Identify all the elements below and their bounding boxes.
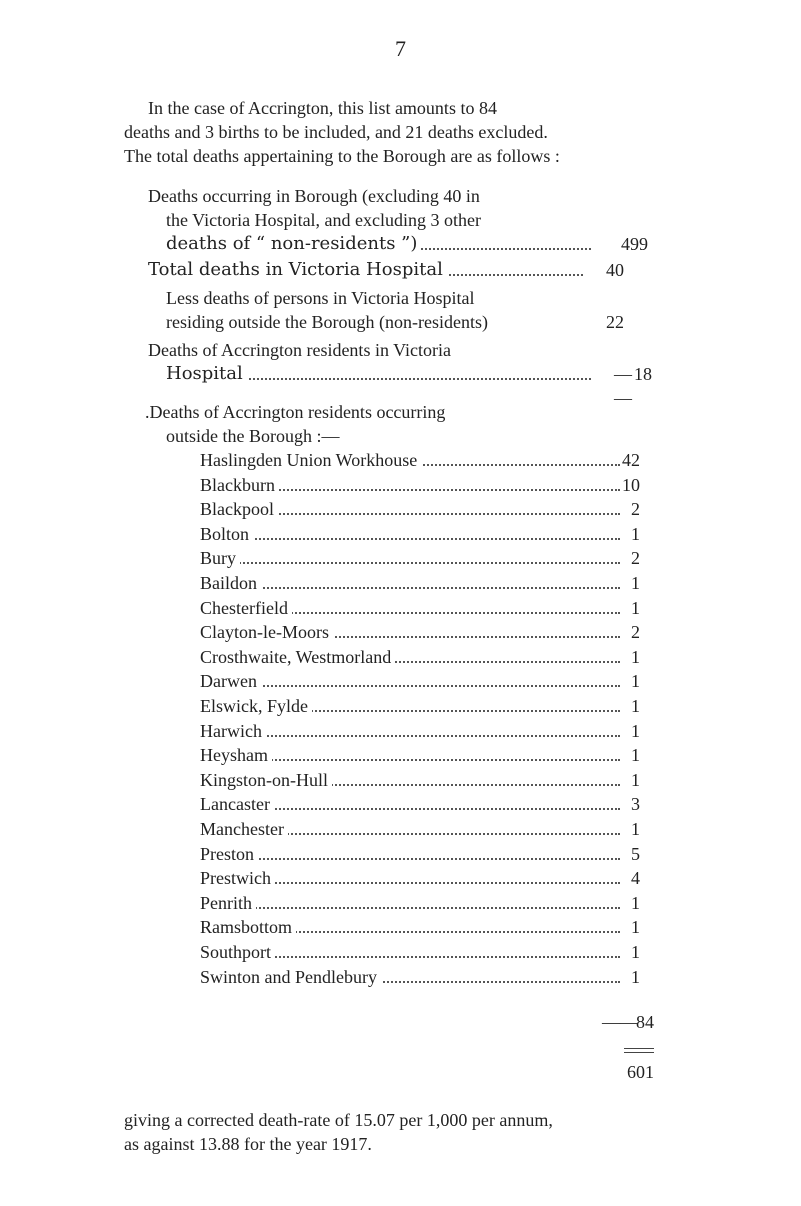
- borough-deaths-line-3: deaths of “ non-residents ”): [166, 232, 596, 256]
- place-name: Bolton: [200, 522, 253, 546]
- intro-line-2: deaths and 3 births to be included, and 21 deaths excluded.: [124, 122, 548, 142]
- place-name: Blackpool: [200, 497, 278, 521]
- borough-deaths-value: 499: [621, 234, 648, 254]
- subtotal-dash: ——: [602, 1012, 638, 1032]
- place-name: Bury: [200, 546, 240, 570]
- place-row: [200, 915, 640, 939]
- place-name: Blackburn: [200, 473, 279, 497]
- place-count: 10: [622, 474, 640, 495]
- outside-heading-line-2: outside the Borough :—: [166, 426, 340, 446]
- place-name: Heysham: [200, 743, 272, 767]
- place-row: [200, 940, 640, 964]
- place-name: Swinton and Pendlebury: [200, 965, 381, 989]
- outside-heading-line-1: .Deaths of Accrington residents occurring: [145, 402, 446, 422]
- place-row: [200, 645, 640, 669]
- page-number: 7: [395, 36, 406, 61]
- place-row: [200, 473, 640, 497]
- grand-total: 601: [627, 1062, 654, 1082]
- dot-leader: [200, 907, 620, 909]
- dot-leader: [200, 587, 620, 589]
- place-row: [200, 669, 640, 693]
- place-count: 1: [631, 646, 640, 667]
- place-name: Southport: [200, 940, 275, 964]
- place-row: [200, 842, 640, 866]
- place-name: Kingston-on-Hull: [200, 768, 332, 792]
- place-row: [200, 571, 640, 595]
- place-row: [200, 620, 640, 644]
- place-count: 4: [631, 868, 640, 889]
- place-count: 42: [622, 450, 640, 470]
- place-row: [200, 891, 640, 915]
- place-name: Elswick, Fylde: [200, 694, 312, 718]
- place-count: 1: [631, 523, 640, 544]
- place-count: 1: [631, 597, 640, 618]
- place-name: Haslingden Union Workhouse: [200, 448, 421, 472]
- place-row: [200, 792, 640, 816]
- place-name: Ramsbottom: [200, 915, 296, 939]
- conclusion-line-2: as against 13.88 for the year 1917.: [124, 1134, 372, 1154]
- place-row: [200, 596, 640, 620]
- place-count: 1: [631, 671, 640, 692]
- place-row: [200, 719, 640, 743]
- subtotal-value: 84: [636, 1012, 654, 1032]
- place-name: Harwich: [200, 719, 266, 743]
- place-name: Clayton-le-Moors: [200, 620, 333, 644]
- less-nonresidents-line-1: Less deaths of persons in Victoria Hospital: [166, 288, 475, 308]
- place-name: Manchester: [200, 817, 288, 841]
- dot-leader: [200, 858, 620, 860]
- place-count: 5: [631, 843, 640, 864]
- hospital-total-label: Total deaths in Victoria Hospital: [148, 258, 588, 282]
- place-count: 2: [631, 622, 640, 643]
- place-count: 2: [631, 499, 640, 520]
- place-count: 1: [631, 966, 640, 987]
- place-count: 1: [631, 819, 640, 839]
- place-count: 1: [631, 696, 640, 716]
- place-row: [200, 448, 640, 472]
- place-row: [200, 546, 640, 570]
- place-count: 2: [631, 548, 640, 569]
- place-name: Preston: [200, 842, 258, 866]
- dot-leader: [200, 538, 620, 540]
- place-row: [200, 497, 640, 521]
- place-name: Penrith: [200, 891, 256, 915]
- residents-in-hospital-dash: — —: [614, 364, 632, 408]
- place-count: 1: [631, 917, 640, 938]
- place-count: 1: [631, 942, 640, 962]
- place-row: [200, 743, 640, 767]
- place-name: Prestwich: [200, 866, 275, 890]
- place-count: 1: [631, 745, 640, 766]
- place-count: 1: [631, 892, 640, 913]
- borough-deaths-line-1: Deaths occurring in Borough (excluding 40 in: [148, 186, 480, 206]
- dot-leader: [200, 562, 620, 564]
- borough-deaths-line-2: the Victoria Hospital, and excluding 3 other: [166, 210, 482, 230]
- place-count: 3: [631, 794, 640, 815]
- intro-line-3: The total deaths appertaining to the Borough are as follows :: [124, 146, 560, 166]
- total-rule-bottom: [624, 1052, 654, 1053]
- place-name: Baildon: [200, 571, 261, 595]
- place-row: [200, 522, 640, 546]
- less-nonresidents-line-2: residing outside the Borough (non-residents): [166, 312, 488, 332]
- place-row: [200, 768, 640, 792]
- residents-in-hospital-value: 18: [634, 364, 652, 384]
- place-row: [200, 965, 640, 989]
- place-count: 1: [631, 720, 640, 741]
- place-count: 1: [631, 573, 640, 593]
- place-row: [200, 817, 640, 841]
- residents-in-hospital-line-2: Hospital: [166, 362, 596, 386]
- conclusion-line-1: giving a corrected death-rate of 15.07 per 1,000 per annum,: [124, 1110, 553, 1130]
- total-rule-top: [624, 1048, 654, 1049]
- less-nonresidents-value: 22: [606, 312, 624, 332]
- place-name: Lancaster: [200, 792, 274, 816]
- place-row: [200, 694, 640, 718]
- dot-leader: [200, 685, 620, 687]
- place-name: Crosthwaite, Westmorland: [200, 645, 395, 669]
- place-row: [200, 866, 640, 890]
- place-count: 1: [631, 769, 640, 790]
- hospital-total-value: 40: [606, 260, 624, 280]
- place-name: Chesterfield: [200, 596, 292, 620]
- place-name: Darwen: [200, 669, 261, 693]
- intro-line-1: In the case of Accrington, this list amounts to 84: [148, 98, 497, 118]
- residents-in-hospital-line-1: Deaths of Accrington residents in Victoria: [148, 340, 452, 360]
